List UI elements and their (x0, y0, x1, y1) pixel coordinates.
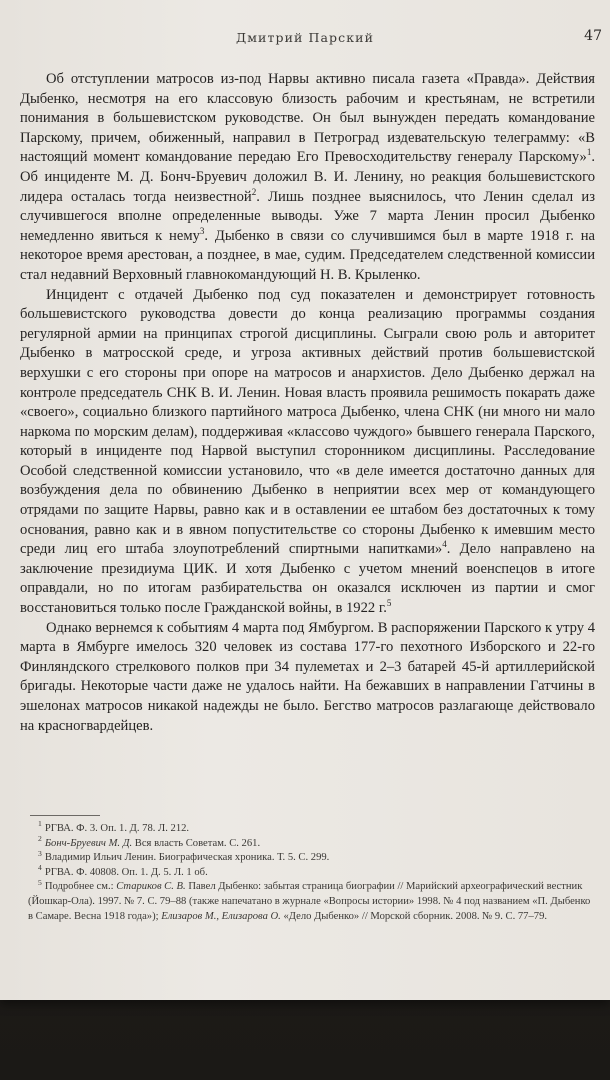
paragraph-2 (20, 286, 595, 619)
footnote-1-text: РГВА. Ф. 3. Оп. 1. Д. 78. Л. 212. (44, 823, 190, 834)
footnote-2-number: 2 (38, 834, 42, 844)
footnotes (28, 819, 593, 924)
body-text (20, 70, 595, 736)
footnote-3-number: 3 (38, 848, 42, 858)
footnote-4-number: 4 (38, 863, 42, 873)
paragraph-1-text-3: . Лишь позднее выяснилось, что Ленин сделал из случившегося вполне определенные выводы. Уже 7 марта Ленин просил Дыбенко немедленно явиться к нему (20, 188, 595, 244)
footnote-5-author-2: Елизаров М., Елизарова О. (161, 910, 281, 922)
note-ref-2: 2 (251, 186, 257, 197)
paragraph-2-text-2: . Дело направлено на заключение президиума ЦИК. И хотя Дыбенко с учетом мнений военспецов в итоге оправдали, но по итогам разбирательства он оказался исключен из партии и смог восстановиться только после Гражданской войны, в 1922 г. (20, 541, 595, 617)
footnote-rule (30, 815, 100, 816)
page-number: 47 (584, 28, 602, 44)
footnote-3 (28, 848, 593, 866)
paragraph-1 (20, 70, 595, 286)
footnote-2-text: Вся власть Советам. С. 261. (132, 837, 261, 849)
footnote-2 (28, 834, 593, 852)
note-ref-3: 3 (199, 225, 205, 236)
footnote-1-number: 1 (38, 819, 42, 829)
footnote-5-number: 5 (38, 877, 42, 887)
footnote-4-text: РГВА. Ф. 40808. Оп. 1. Д. 5. Л. 1 об. (44, 866, 208, 878)
note-ref-4: 4 (442, 539, 447, 550)
footnote-5-tail: «Дело Дыбенко» // Морской сборник. 2008. № 9. С. 77–79. (280, 910, 548, 922)
note-ref-5: 5 (386, 598, 392, 609)
footnote-2-author: Бонч-Бруевич М. Д. (44, 837, 133, 849)
paragraph-1-text-1: Об отступлении матросов из-под Нарвы активно писала газета «Правда». Действия Дыбенко, несмотря на его классовую близость рабочим и крестьянам, не встретили понимания в большевистском руководстве. Он был вынужден передать командование Парскому, причем, обиженный, направил в Петроград издевательскую телеграмму: «В настоящий момент командование передаю Его Превосходительству генералу Парскому» (20, 71, 595, 166)
note-ref-1: 1 (586, 147, 592, 158)
paragraph-1-text-2: . Об инциденте М. Д. Бонч-Бруевич доложил В. И. Ленину, но реакция большевистского лидера осталась тогда неизвестной (20, 149, 595, 205)
paragraph-1-text-4: . Дыбенко в связи со случившимся был в марте 1918 г. на некоторое время арестован, а позднее, в мае, судим. Председателем следственной комиссии стал недавний Верховный главнокомандующий Н. В. Крыленко. (20, 227, 596, 283)
footnote-4 (28, 863, 593, 881)
paragraph-3: Однако вернемся к событиям 4 марта под Ямбургом. В распоряжении Парского к утру 4 марта в Ямбурге имелось 320 человек из состава 177-го пехотного Изборского и 22-го Финляндского стрелкового полков при 34 пулеметах и 2–3 батарей 45-й артиллерийской бригады. Некоторые части даже не удалось найти. На бежавших в направлении Гатчины в эшелонах матросов никакой надежды не было. Бегство матросов разлагающе действовало на красногвардейцев. (20, 619, 595, 734)
footnote-1 (28, 819, 593, 837)
running-title: Дмитрий Парский (235, 30, 375, 45)
footnote-5 (28, 877, 593, 924)
footnote-5-lead: Подробнее см.: (44, 881, 117, 893)
footnote-3-text: Владимир Ильич Ленин. Биографическая хроника. Т. 5. С. 299. (44, 852, 330, 864)
paragraph-2-text-1: Инцидент с отдачей Дыбенко под суд показателен и демонстрирует готовность большевистского руководства довести до конца реализацию программы создания регулярной армии на принципах строгой дисциплины. Сыграли свою роль и авторитет Дыбенко в матросской среде, и угроза активных действий против большевистской верхушки с его стороны при опоре на матросов и анархистов. Дело Дыбенко держал на контроле председатель СНК В. И. Ленин. Новая власть проявила решимость покарать даже «своего», социально близкого партийного матроса Дыбенко, члена СНК (ни много ни мало наркома по морским делам), поддерживая «классово чуждого» бывшего генерала Парского, который в инциденте под Нарвой выступил сторонником дисциплины. Расследование Особой следственной комиссии установило, что «в деле имеется достаточно данных для возбуждения дела по обвинению Дыбенко в неприятии всех мер от командующего отрядами по защите Нарвы, равно как и в оставлении ее штабом без достаточных к тому основания, равно как и в явном попустительстве со стороны Дыбенко к имевшим место среди лиц его штаба злоупотреблений спиртными напитками» (20, 286, 595, 558)
footnote-5-author-1: Стариков С. В. (116, 881, 186, 893)
footnote-5-mid: Павел Дыбенко: забытая страница биографии // Марийский археографический вестник (Йошкар-Ола). 1997. № 7. С. 79–88 (также напечатано в журнале «Вопросы истории» 1998. № 4 под названием «П. Дыбенко в Самаре. Весна 1918 года»); (28, 881, 591, 922)
